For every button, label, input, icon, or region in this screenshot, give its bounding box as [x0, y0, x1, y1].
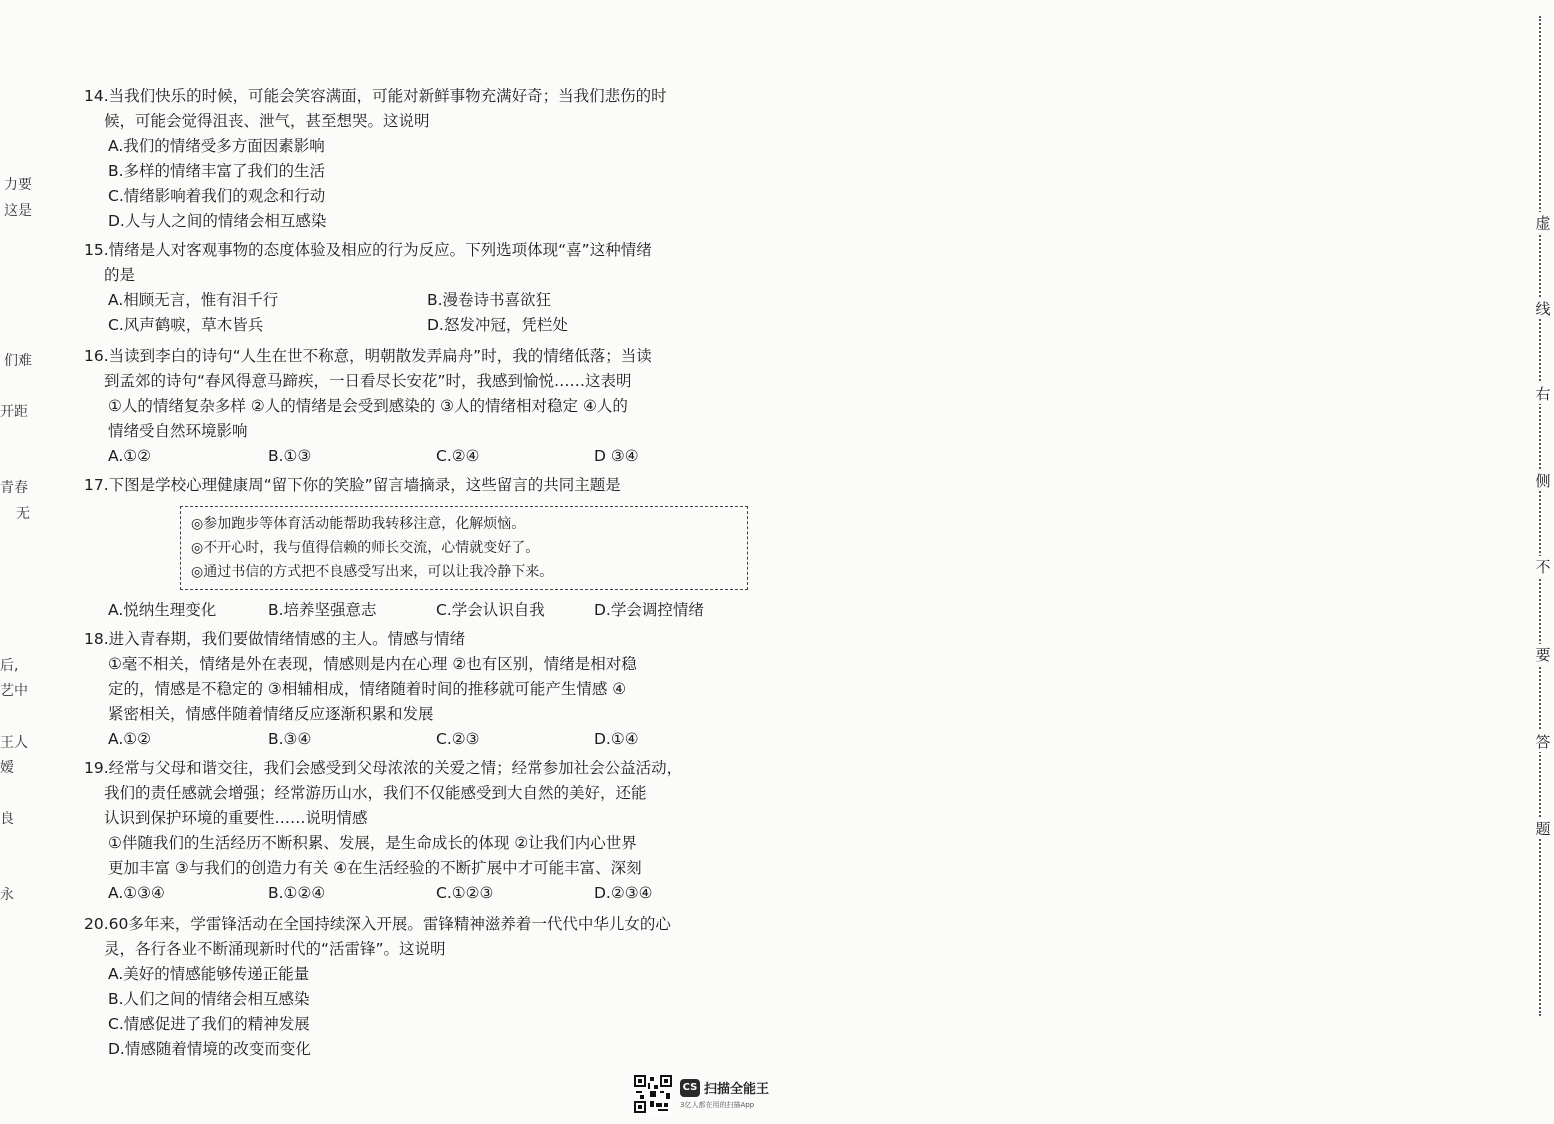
option-row: [84, 881, 746, 906]
scanner-tagline: 3亿人都在用的扫描App: [680, 1101, 755, 1109]
edge-text: 力要: [4, 177, 32, 193]
question-stem: 的是: [104, 266, 136, 284]
edge-text: 这是: [4, 203, 32, 219]
scanner-app-name: 扫描全能王: [704, 1082, 770, 1097]
qr-code-icon: [634, 1075, 672, 1113]
binding-char: 侧: [1532, 470, 1554, 491]
question-stem: 16.当读到李白的诗句“人生在世不称意，明朝散发弄扁舟”时，我的情绪低落；当读: [84, 347, 652, 365]
statement-line: 定的，情感是不稳定的 ③相辅相成，情绪随着时间的推移就可能产生情感 ④: [108, 680, 627, 698]
binding-char: 答: [1532, 731, 1554, 752]
question-15: [84, 238, 746, 338]
statement-line: ①伴随我们的生活经历不断积累、发展，是生命成长的体现 ②让我们内心世界: [108, 834, 637, 852]
option-row: [84, 444, 746, 469]
message-wall-box: [180, 506, 748, 590]
option-c: C.①②③: [436, 884, 494, 902]
option-c: C.②③: [436, 730, 480, 748]
option-row: [84, 727, 746, 752]
option-c: C.情感促进了我们的精神发展: [108, 1015, 310, 1033]
option-c: C.②④: [436, 447, 480, 465]
edge-text: 艺中: [0, 683, 28, 699]
option-b: B.培养坚强意志: [268, 601, 377, 619]
option-d: D.人与人之间的情绪会相互感染: [108, 212, 327, 230]
edge-text: 良: [0, 811, 14, 827]
binding-char: 要: [1532, 644, 1554, 665]
edge-text: 青春: [0, 480, 28, 496]
option-d: D ③④: [594, 447, 639, 465]
option-d: D.②③④: [594, 884, 653, 902]
question-stem: 15.情绪是人对客观事物的态度体验及相应的行为反应。下列选项体现“喜”这种情绪: [84, 241, 652, 259]
edge-text: 后,: [0, 658, 19, 674]
message-line: ◎不开心时，我与值得信赖的师长交流，心情就变好了。: [191, 540, 540, 556]
message-line: ◎通过书信的方式把不良感受写出来，可以让我冷静下来。: [191, 564, 554, 580]
edge-text: 嫒: [0, 760, 14, 776]
question-stem: 认识到保护环境的重要性……说明情感: [104, 809, 368, 827]
dotted-line: [1539, 16, 1541, 1016]
question-stem: 到孟郊的诗句“春风得意马蹄疾，一日看尽长安花”时，我感到愉悦……这表明: [104, 372, 632, 390]
question-stem: 18.进入青春期，我们要做情绪情感的主人。情感与情绪: [84, 630, 466, 648]
option-b: B.人们之间的情绪会相互感染: [108, 990, 310, 1008]
question-16: [84, 344, 746, 469]
edge-text: 们难: [4, 353, 32, 369]
binding-char: 虚: [1532, 212, 1554, 233]
option-b: B.漫卷诗书喜欲狂: [427, 291, 552, 309]
question-stem: 我们的责任感就会增强；经常游历山水，我们不仅能感受到大自然的美好，还能: [104, 784, 647, 802]
message-line: ◎参加跑步等体育活动能帮助我转移注意，化解烦恼。: [191, 516, 526, 532]
edge-text: 开距: [0, 404, 28, 420]
option-b: B.①②④: [268, 884, 326, 902]
question-14: [84, 84, 746, 234]
scanner-watermark: [634, 1075, 784, 1115]
option-d: D.怒发冲冠，凭栏处: [427, 316, 568, 334]
option-d: D.情感随着情境的改变而变化: [108, 1040, 311, 1058]
question-stem: 灵，各行各业不断涌现新时代的“活雷锋”。这说明: [104, 940, 446, 958]
option-d: D.①④: [594, 730, 639, 748]
statement-line: 情绪受自然环境影响: [108, 422, 248, 440]
edge-text: 永: [0, 887, 14, 903]
option-a: A.①②: [108, 730, 152, 748]
question-stem: 17.下图是学校心理健康周“留下你的笑脸”留言墙摘录，这些留言的共同主题是: [84, 476, 621, 494]
question-stem: 候，可能会觉得沮丧、泄气，甚至想哭。这说明: [104, 112, 430, 130]
option-a: A.悦纳生理变化: [108, 601, 217, 619]
option-c: C.学会认识自我: [436, 601, 545, 619]
option-a: A.①②: [108, 447, 152, 465]
question-19: [84, 756, 746, 906]
option-row: [84, 598, 746, 623]
question-stem: 19.经常与父母和谐交往，我们会感受到父母浓浓的关爱之情；经常参加社会公益活动，: [84, 759, 683, 777]
option-a: A.我们的情绪受多方面因素影响: [108, 137, 325, 155]
binding-char: 右: [1532, 383, 1554, 404]
statement-line: 更加丰富 ③与我们的创造力有关 ④在生活经验的不断扩展中才可能丰富、深刻: [108, 859, 642, 877]
option-a: A.美好的情感能够传递正能量: [108, 965, 310, 983]
binding-line-column: [764, 0, 1551, 1124]
option-a: A.①③④: [108, 884, 165, 902]
binding-char: 题: [1532, 818, 1554, 839]
cs-logo-icon: CS: [680, 1079, 700, 1097]
question-stem: 14.当我们快乐的时候，可能会笑容满面，可能对新鲜事物充满好奇；当我们悲伤的时: [84, 87, 667, 105]
option-a: A.相顾无言，惟有泪千行: [108, 291, 279, 309]
statement-line: ①人的情绪复杂多样 ②人的情绪是会受到感染的 ③人的情绪相对稳定 ④人的: [108, 397, 628, 415]
option-b: B.多样的情绪丰富了我们的生活: [108, 162, 326, 180]
edge-text: 无: [16, 506, 30, 522]
binding-char: 线: [1532, 298, 1554, 319]
question-17: [84, 473, 746, 623]
option-b: B.③④: [268, 730, 312, 748]
option-c: C.情绪影响着我们的观念和行动: [108, 187, 326, 205]
option-c: C.风声鹤唳，草木皆兵: [108, 316, 264, 334]
question-18: [84, 627, 746, 752]
option-d: D.学会调控情绪: [594, 601, 704, 619]
statement-line: 紧密相关，情感伴随着情绪反应逐渐积累和发展: [108, 705, 434, 723]
binding-char: 不: [1532, 556, 1554, 577]
edge-text: 王人: [0, 735, 28, 751]
option-b: B.①③: [268, 447, 312, 465]
statement-line: ①毫不相关，情绪是外在表现，情感则是内在心理 ②也有区别，情绪是相对稳: [108, 655, 637, 673]
question-stem: 20.60多年来，学雷锋活动在全国持续深入开展。雷锋精神滋养着一代代中华儿女的心: [84, 915, 671, 933]
question-list: [84, 84, 746, 1062]
option-row: [84, 313, 746, 338]
option-row: [84, 288, 746, 313]
question-20: [84, 912, 746, 1062]
